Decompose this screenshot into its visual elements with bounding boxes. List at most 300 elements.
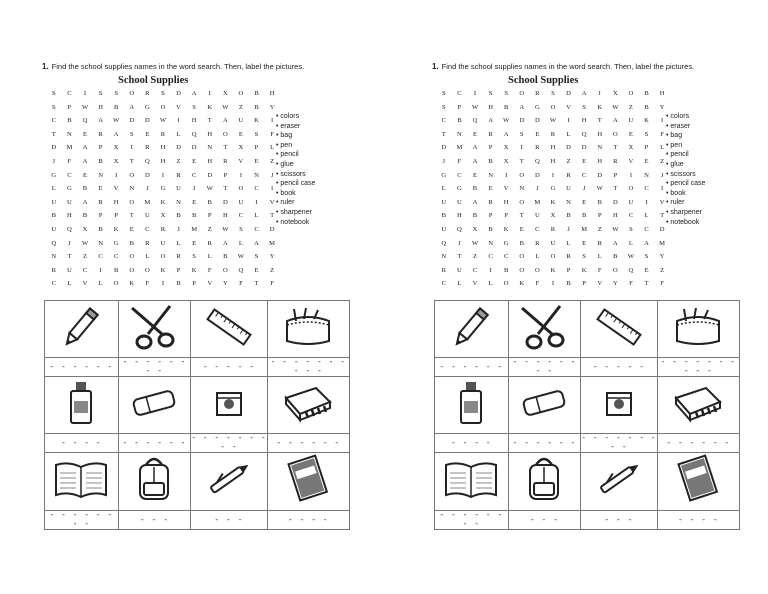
grid-letter[interactable]: R xyxy=(550,225,556,233)
grid-letter[interactable]: R xyxy=(98,130,103,138)
grid-letter[interactable]: P xyxy=(566,266,571,274)
grid-letter[interactable]: B xyxy=(503,266,509,274)
grid-letter[interactable]: S xyxy=(254,253,259,261)
grid-letter[interactable]: B xyxy=(472,185,478,193)
grid-letter[interactable]: D xyxy=(659,225,665,233)
grid-letter[interactable]: B xyxy=(113,266,119,274)
grid-letter[interactable]: S xyxy=(192,103,196,111)
grid-letter[interactable]: R xyxy=(441,266,446,274)
label-blank[interactable]: - - - - - xyxy=(191,358,267,377)
grid-letter[interactable]: T xyxy=(613,185,618,193)
grid-letter[interactable]: H xyxy=(457,212,462,220)
grid-letter[interactable]: B xyxy=(223,253,228,261)
grid-letter[interactable]: J xyxy=(146,185,149,193)
grid-letter[interactable]: J xyxy=(52,157,56,165)
grid-letter[interactable]: V xyxy=(269,198,275,206)
grid-letter[interactable]: R xyxy=(145,144,150,152)
grid-letter[interactable]: S xyxy=(551,90,555,97)
label-blank[interactable]: - - - xyxy=(191,511,267,530)
grid-letter[interactable]: G xyxy=(534,103,540,111)
grid-letter[interactable]: E xyxy=(254,266,259,274)
grid-letter[interactable]: Q xyxy=(581,130,587,138)
grid-letter[interactable]: N xyxy=(67,130,72,138)
grid-letter[interactable]: D xyxy=(144,117,150,125)
grid-letter[interactable]: T xyxy=(457,253,462,261)
grid-letter[interactable]: O xyxy=(503,280,509,288)
grid-letter[interactable]: J xyxy=(192,185,196,193)
grid-letter[interactable]: U xyxy=(67,266,72,274)
grid-letter[interactable]: C xyxy=(628,212,634,220)
grid-letter[interactable]: C xyxy=(67,90,72,97)
grid-letter[interactable]: L xyxy=(176,239,181,247)
grid-letter[interactable]: E xyxy=(192,239,197,247)
grid-letter[interactable]: S xyxy=(629,225,633,233)
grid-letter[interactable]: L xyxy=(457,280,462,288)
grid-letter[interactable]: P xyxy=(504,212,508,220)
grid-letter[interactable]: N xyxy=(488,171,493,179)
grid-letter[interactable]: R xyxy=(550,130,556,138)
grid-letter[interactable]: G xyxy=(113,239,119,247)
grid-letter[interactable]: I xyxy=(661,185,664,193)
grid-letter[interactable]: U xyxy=(550,239,556,247)
grid-letter[interactable]: F xyxy=(535,280,540,288)
grid-letter[interactable]: T xyxy=(254,280,259,288)
grid-letter[interactable]: Y xyxy=(269,103,275,111)
grid-letter[interactable]: A xyxy=(612,239,618,247)
grid-letter[interactable]: I xyxy=(161,171,165,179)
grid-letter[interactable]: O xyxy=(129,253,135,261)
grid-letter[interactable]: Q xyxy=(51,239,57,247)
grid-letter[interactable]: S xyxy=(441,90,446,97)
grid-letter[interactable]: W xyxy=(471,103,479,111)
label-blank[interactable]: - - - - - - - - - xyxy=(191,434,267,452)
grid-letter[interactable]: N xyxy=(488,239,493,247)
grid-letter[interactable]: S xyxy=(98,90,103,97)
grid-letter[interactable]: U xyxy=(51,225,57,233)
grid-letter[interactable]: B xyxy=(519,239,524,247)
grid-letter[interactable]: R xyxy=(535,239,540,247)
grid-letter[interactable]: A xyxy=(503,130,509,138)
grid-letter[interactable]: J xyxy=(567,225,570,233)
label-blank[interactable]: - - - - xyxy=(435,434,509,453)
grid-letter[interactable]: H xyxy=(503,198,509,206)
grid-letter[interactable]: V xyxy=(503,185,509,193)
grid-letter[interactable]: E xyxy=(535,130,540,138)
grid-letter[interactable]: X xyxy=(113,157,119,165)
grid-letter[interactable]: U xyxy=(238,198,244,206)
grid-letter[interactable]: M xyxy=(191,225,198,233)
grid-letter[interactable]: O xyxy=(144,266,150,274)
grid-letter[interactable]: A xyxy=(254,239,259,247)
grid-letter[interactable]: M xyxy=(581,225,588,233)
grid-letter[interactable]: I xyxy=(505,171,508,179)
grid-letter[interactable]: O xyxy=(160,253,166,261)
grid-letter[interactable]: C xyxy=(82,266,88,274)
grid-letter[interactable]: C xyxy=(145,225,150,233)
grid-letter[interactable]: B xyxy=(488,225,493,233)
grid-letter[interactable]: Z xyxy=(597,225,602,233)
grid-letter[interactable]: B xyxy=(441,212,446,220)
grid-letter[interactable]: Y xyxy=(222,280,228,288)
grid-letter[interactable]: O xyxy=(238,90,244,97)
grid-letter[interactable]: S xyxy=(161,90,165,97)
label-blank[interactable]: - - - xyxy=(508,511,581,530)
grid-letter[interactable]: O xyxy=(113,280,119,288)
grid-letter[interactable]: E xyxy=(98,185,103,193)
grid-letter[interactable]: A xyxy=(129,103,135,111)
grid-letter[interactable]: W xyxy=(81,239,89,247)
grid-letter[interactable]: V xyxy=(659,198,665,206)
grid-letter[interactable]: S xyxy=(192,253,196,261)
grid-letter[interactable]: M xyxy=(66,144,73,152)
grid-letter[interactable]: M xyxy=(534,198,541,206)
grid-letter[interactable]: T xyxy=(129,157,134,165)
grid-letter[interactable]: O xyxy=(160,103,166,111)
grid-letter[interactable]: W xyxy=(612,103,619,111)
grid-letter[interactable]: X xyxy=(472,225,478,233)
grid-letter[interactable]: O xyxy=(550,253,556,261)
grid-letter[interactable]: H xyxy=(597,130,603,138)
grid-letter[interactable]: H xyxy=(581,117,587,125)
grid-letter[interactable]: H xyxy=(550,144,556,152)
grid-letter[interactable]: R xyxy=(160,130,166,138)
grid-letter[interactable]: A xyxy=(472,157,478,165)
grid-letter[interactable]: P xyxy=(457,103,462,111)
grid-letter[interactable]: M xyxy=(144,198,151,206)
grid-letter[interactable]: X xyxy=(113,144,119,152)
grid-letter[interactable]: O xyxy=(550,103,556,111)
grid-letter[interactable]: A xyxy=(488,117,493,125)
grid-letter[interactable]: Z xyxy=(207,225,212,233)
grid-letter[interactable]: W xyxy=(237,253,245,261)
grid-letter[interactable]: C xyxy=(535,225,540,233)
grid-letter[interactable]: A xyxy=(82,157,88,165)
grid-letter[interactable]: N xyxy=(441,253,447,261)
label-blank[interactable]: - - - - - - xyxy=(267,434,349,453)
grid-letter[interactable]: L xyxy=(238,239,243,247)
grid-letter[interactable]: X xyxy=(82,225,88,233)
grid-letter[interactable]: K xyxy=(644,117,649,125)
grid-letter[interactable]: K xyxy=(160,266,166,274)
grid-letter[interactable]: U xyxy=(67,198,72,206)
grid-letter[interactable]: O xyxy=(612,130,618,138)
grid-letter[interactable]: X xyxy=(238,144,244,152)
grid-letter[interactable]: D xyxy=(519,117,525,125)
grid-letter[interactable]: B xyxy=(98,157,103,165)
grid-letter[interactable]: T xyxy=(519,212,524,220)
grid-letter[interactable]: U xyxy=(160,239,166,247)
grid-letter[interactable]: A xyxy=(82,198,88,206)
grid-letter[interactable]: E xyxy=(628,130,633,138)
grid-letter[interactable]: B xyxy=(129,239,134,247)
grid-letter[interactable]: N xyxy=(176,198,181,206)
grid-letter[interactable]: B xyxy=(51,212,56,220)
grid-letter[interactable]: T xyxy=(519,157,524,165)
grid-letter[interactable]: S xyxy=(51,90,56,97)
grid-letter[interactable]: O xyxy=(238,185,244,193)
grid-letter[interactable]: H xyxy=(98,103,103,111)
grid-letter[interactable]: F xyxy=(629,280,633,288)
grid-letter[interactable]: E xyxy=(192,198,197,206)
grid-letter[interactable]: P xyxy=(582,280,586,288)
grid-letter[interactable]: R xyxy=(145,239,150,247)
grid-letter[interactable]: C xyxy=(238,212,244,220)
grid-letter[interactable]: I xyxy=(629,171,633,179)
grid-letter[interactable]: Z xyxy=(176,157,181,165)
grid-letter[interactable]: N xyxy=(98,239,103,247)
grid-letter[interactable]: Y xyxy=(659,253,665,261)
grid-letter[interactable]: C xyxy=(441,280,446,288)
grid-letter[interactable]: B xyxy=(457,117,462,125)
grid-letter[interactable]: H xyxy=(191,117,197,125)
grid-letter[interactable]: L xyxy=(441,185,446,193)
label-blank[interactable]: - - - - - - xyxy=(118,434,191,453)
grid-letter[interactable]: B xyxy=(613,253,618,261)
grid-letter[interactable]: I xyxy=(520,144,523,152)
grid-letter[interactable]: C xyxy=(644,185,649,193)
grid-letter[interactable]: C xyxy=(51,117,56,125)
grid-letter[interactable]: S xyxy=(504,90,508,97)
grid-letter[interactable]: S xyxy=(582,253,586,261)
grid-letter[interactable]: V xyxy=(82,280,88,288)
label-blank[interactable]: - - - - xyxy=(45,434,119,453)
grid-letter[interactable]: A xyxy=(644,239,649,247)
grid-letter[interactable]: L xyxy=(660,144,665,152)
label-blank[interactable]: - - - xyxy=(581,511,657,530)
grid-letter[interactable]: K xyxy=(207,103,213,111)
grid-letter[interactable]: G xyxy=(441,171,447,179)
grid-letter[interactable]: I xyxy=(239,171,243,179)
grid-letter[interactable]: C xyxy=(441,117,446,125)
grid-letter[interactable]: R xyxy=(488,130,493,138)
grid-letter[interactable]: N xyxy=(254,171,259,179)
grid-letter[interactable]: R xyxy=(51,266,56,274)
grid-letter[interactable]: Q xyxy=(144,157,150,165)
grid-letter[interactable]: C xyxy=(51,280,56,288)
grid-letter[interactable]: I xyxy=(645,198,648,206)
grid-letter[interactable]: I xyxy=(473,90,477,97)
grid-letter[interactable]: B xyxy=(503,103,509,111)
grid-letter[interactable]: I xyxy=(208,90,211,97)
grid-letter[interactable]: G xyxy=(51,171,57,179)
grid-letter[interactable]: L xyxy=(644,212,649,220)
grid-letter[interactable]: O xyxy=(129,198,135,206)
label-blank[interactable]: - - - xyxy=(118,511,191,530)
grid-letter[interactable]: D xyxy=(129,117,135,125)
grid-letter[interactable]: O xyxy=(519,171,525,179)
grid-letter[interactable]: J xyxy=(68,239,71,247)
grid-letter[interactable]: W xyxy=(159,117,167,125)
grid-letter[interactable]: C xyxy=(98,253,103,261)
grid-letter[interactable]: I xyxy=(489,266,492,274)
grid-letter[interactable]: D xyxy=(612,198,618,206)
label-blank[interactable]: - - - - - - xyxy=(45,358,119,377)
grid-letter[interactable]: P xyxy=(223,171,228,179)
grid-letter[interactable]: D xyxy=(269,225,275,233)
grid-letter[interactable]: G xyxy=(503,239,509,247)
grid-letter[interactable]: E xyxy=(519,225,524,233)
grid-letter[interactable]: B xyxy=(581,212,587,220)
grid-letter[interactable]: B xyxy=(254,90,259,97)
grid-letter[interactable]: C xyxy=(67,171,72,179)
grid-letter[interactable]: R xyxy=(535,144,540,152)
grid-letter[interactable]: T xyxy=(597,117,602,125)
grid-letter[interactable]: P xyxy=(613,171,618,179)
grid-letter[interactable]: R xyxy=(223,157,228,165)
grid-letter[interactable]: U xyxy=(534,212,540,220)
grid-letter[interactable]: O xyxy=(129,266,135,274)
grid-letter[interactable]: H xyxy=(207,130,213,138)
grid-letter[interactable]: N xyxy=(51,253,57,261)
grid-letter[interactable]: A xyxy=(581,90,587,97)
grid-letter[interactable]: G xyxy=(67,185,72,193)
label-blank[interactable]: - - - - - - - - xyxy=(45,511,119,530)
grid-letter[interactable]: I xyxy=(83,90,87,97)
grid-letter[interactable]: P xyxy=(114,212,118,220)
grid-letter[interactable]: E xyxy=(472,130,477,138)
grid-letter[interactable]: D xyxy=(581,144,587,152)
grid-letter[interactable]: L xyxy=(566,130,571,138)
grid-letter[interactable]: P xyxy=(488,144,493,152)
grid-letter[interactable]: A xyxy=(113,130,119,138)
grid-letter[interactable]: H xyxy=(550,157,556,165)
grid-letter[interactable]: I xyxy=(661,117,664,125)
grid-letter[interactable]: B xyxy=(191,212,197,220)
grid-letter[interactable]: Z xyxy=(238,103,243,111)
grid-letter[interactable]: Q xyxy=(191,130,197,138)
grid-letter[interactable]: H xyxy=(67,212,72,220)
grid-letter[interactable]: P xyxy=(488,212,493,220)
grid-letter[interactable]: J xyxy=(582,185,586,193)
grid-letter[interactable]: A xyxy=(191,90,197,97)
grid-letter[interactable]: W xyxy=(503,117,510,125)
label-blank[interactable]: - - - - xyxy=(267,511,349,530)
grid-letter[interactable]: B xyxy=(254,103,259,111)
grid-letter[interactable]: I xyxy=(551,171,555,179)
grid-letter[interactable]: Q xyxy=(441,239,447,247)
label-blank[interactable]: - - - - - - - - - - xyxy=(657,358,739,377)
grid-letter[interactable]: E xyxy=(488,185,493,193)
grid-letter[interactable]: B xyxy=(472,212,478,220)
grid-letter[interactable]: T xyxy=(660,212,665,220)
grid-letter[interactable]: C xyxy=(457,171,462,179)
grid-letter[interactable]: B xyxy=(82,212,88,220)
grid-letter[interactable]: C xyxy=(644,225,649,233)
grid-letter[interactable]: C xyxy=(457,90,462,97)
grid-letter[interactable]: E xyxy=(145,130,150,138)
grid-letter[interactable]: X xyxy=(612,90,618,97)
grid-letter[interactable]: L xyxy=(176,130,181,138)
grid-letter[interactable]: H xyxy=(113,198,119,206)
grid-letter[interactable]: R xyxy=(176,253,181,261)
grid-letter[interactable]: U xyxy=(441,198,447,206)
grid-letter[interactable]: U xyxy=(628,117,634,125)
grid-letter[interactable]: O xyxy=(519,253,525,261)
grid-letter[interactable]: Q xyxy=(472,117,478,125)
grid-letter[interactable]: A xyxy=(472,144,478,152)
grid-letter[interactable]: L xyxy=(145,253,150,261)
grid-letter[interactable]: Z xyxy=(270,157,275,165)
grid-letter[interactable]: S xyxy=(254,130,259,138)
grid-letter[interactable]: V xyxy=(628,157,634,165)
grid-letter[interactable]: F xyxy=(660,130,664,138)
grid-letter[interactable]: U xyxy=(238,117,244,125)
grid-letter[interactable]: F xyxy=(660,280,664,288)
grid-letter[interactable]: U xyxy=(441,225,447,233)
grid-letter[interactable]: B xyxy=(597,198,602,206)
grid-letter[interactable]: H xyxy=(612,212,618,220)
grid-letter[interactable]: T xyxy=(223,144,228,152)
grid-letter[interactable]: I xyxy=(99,266,102,274)
grid-letter[interactable]: I xyxy=(177,117,180,125)
grid-letter[interactable]: W xyxy=(549,117,557,125)
grid-letter[interactable]: B xyxy=(67,117,72,125)
grid-letter[interactable]: N xyxy=(519,185,525,193)
grid-letter[interactable]: J xyxy=(442,157,446,165)
grid-letter[interactable]: A xyxy=(472,198,478,206)
grid-letter[interactable]: B xyxy=(207,198,212,206)
grid-letter[interactable]: D xyxy=(534,117,540,125)
grid-letter[interactable]: A xyxy=(222,239,228,247)
grid-letter[interactable]: T xyxy=(207,117,212,125)
grid-letter[interactable]: D xyxy=(191,144,197,152)
grid-letter[interactable]: V xyxy=(472,280,478,288)
grid-letter[interactable]: O xyxy=(519,198,525,206)
grid-letter[interactable]: E xyxy=(82,130,87,138)
grid-letter[interactable]: D xyxy=(441,144,447,152)
grid-letter[interactable]: D xyxy=(566,144,571,152)
grid-letter[interactable]: Z xyxy=(628,103,633,111)
grid-letter[interactable]: G xyxy=(457,185,462,193)
grid-letter[interactable]: X xyxy=(160,212,166,220)
grid-letter[interactable]: Q xyxy=(67,225,72,233)
grid-letter[interactable]: G xyxy=(550,185,556,193)
grid-letter[interactable]: S xyxy=(488,90,493,97)
grid-letter[interactable]: R xyxy=(98,198,103,206)
grid-letter[interactable]: N xyxy=(566,198,571,206)
grid-letter[interactable]: I xyxy=(161,280,165,288)
grid-letter[interactable]: H xyxy=(222,212,228,220)
label-blank[interactable]: - - - - xyxy=(657,511,739,530)
grid-letter[interactable]: X xyxy=(503,144,509,152)
grid-letter[interactable]: D xyxy=(144,171,150,179)
grid-letter[interactable]: T xyxy=(613,144,618,152)
grid-letter[interactable]: Q xyxy=(82,117,88,125)
grid-letter[interactable]: D xyxy=(597,171,603,179)
grid-letter[interactable]: U xyxy=(176,185,181,193)
grid-letter[interactable]: B xyxy=(566,280,571,288)
grid-letter[interactable]: G xyxy=(160,185,166,193)
label-blank[interactable]: - - - - - - xyxy=(435,358,509,377)
grid-letter[interactable]: A xyxy=(519,103,525,111)
grid-letter[interactable]: W xyxy=(471,239,479,247)
grid-letter[interactable]: D xyxy=(534,171,540,179)
grid-letter[interactable]: B xyxy=(113,103,119,111)
grid-letter[interactable]: R xyxy=(145,90,150,97)
grid-letter[interactable]: D xyxy=(176,90,181,97)
grid-letter[interactable]: E xyxy=(129,225,134,233)
grid-letter[interactable]: K xyxy=(113,225,119,233)
grid-letter[interactable]: E xyxy=(238,130,243,138)
grid-letter[interactable]: H xyxy=(160,157,166,165)
label-blank[interactable]: - - - - - - - - - xyxy=(581,434,657,452)
grid-letter[interactable]: A xyxy=(98,117,103,125)
grid-letter[interactable]: B xyxy=(176,212,181,220)
grid-letter[interactable]: P xyxy=(254,144,259,152)
grid-letter[interactable]: V xyxy=(207,280,213,288)
grid-letter[interactable]: O xyxy=(534,266,540,274)
grid-letter[interactable]: F xyxy=(207,266,212,274)
